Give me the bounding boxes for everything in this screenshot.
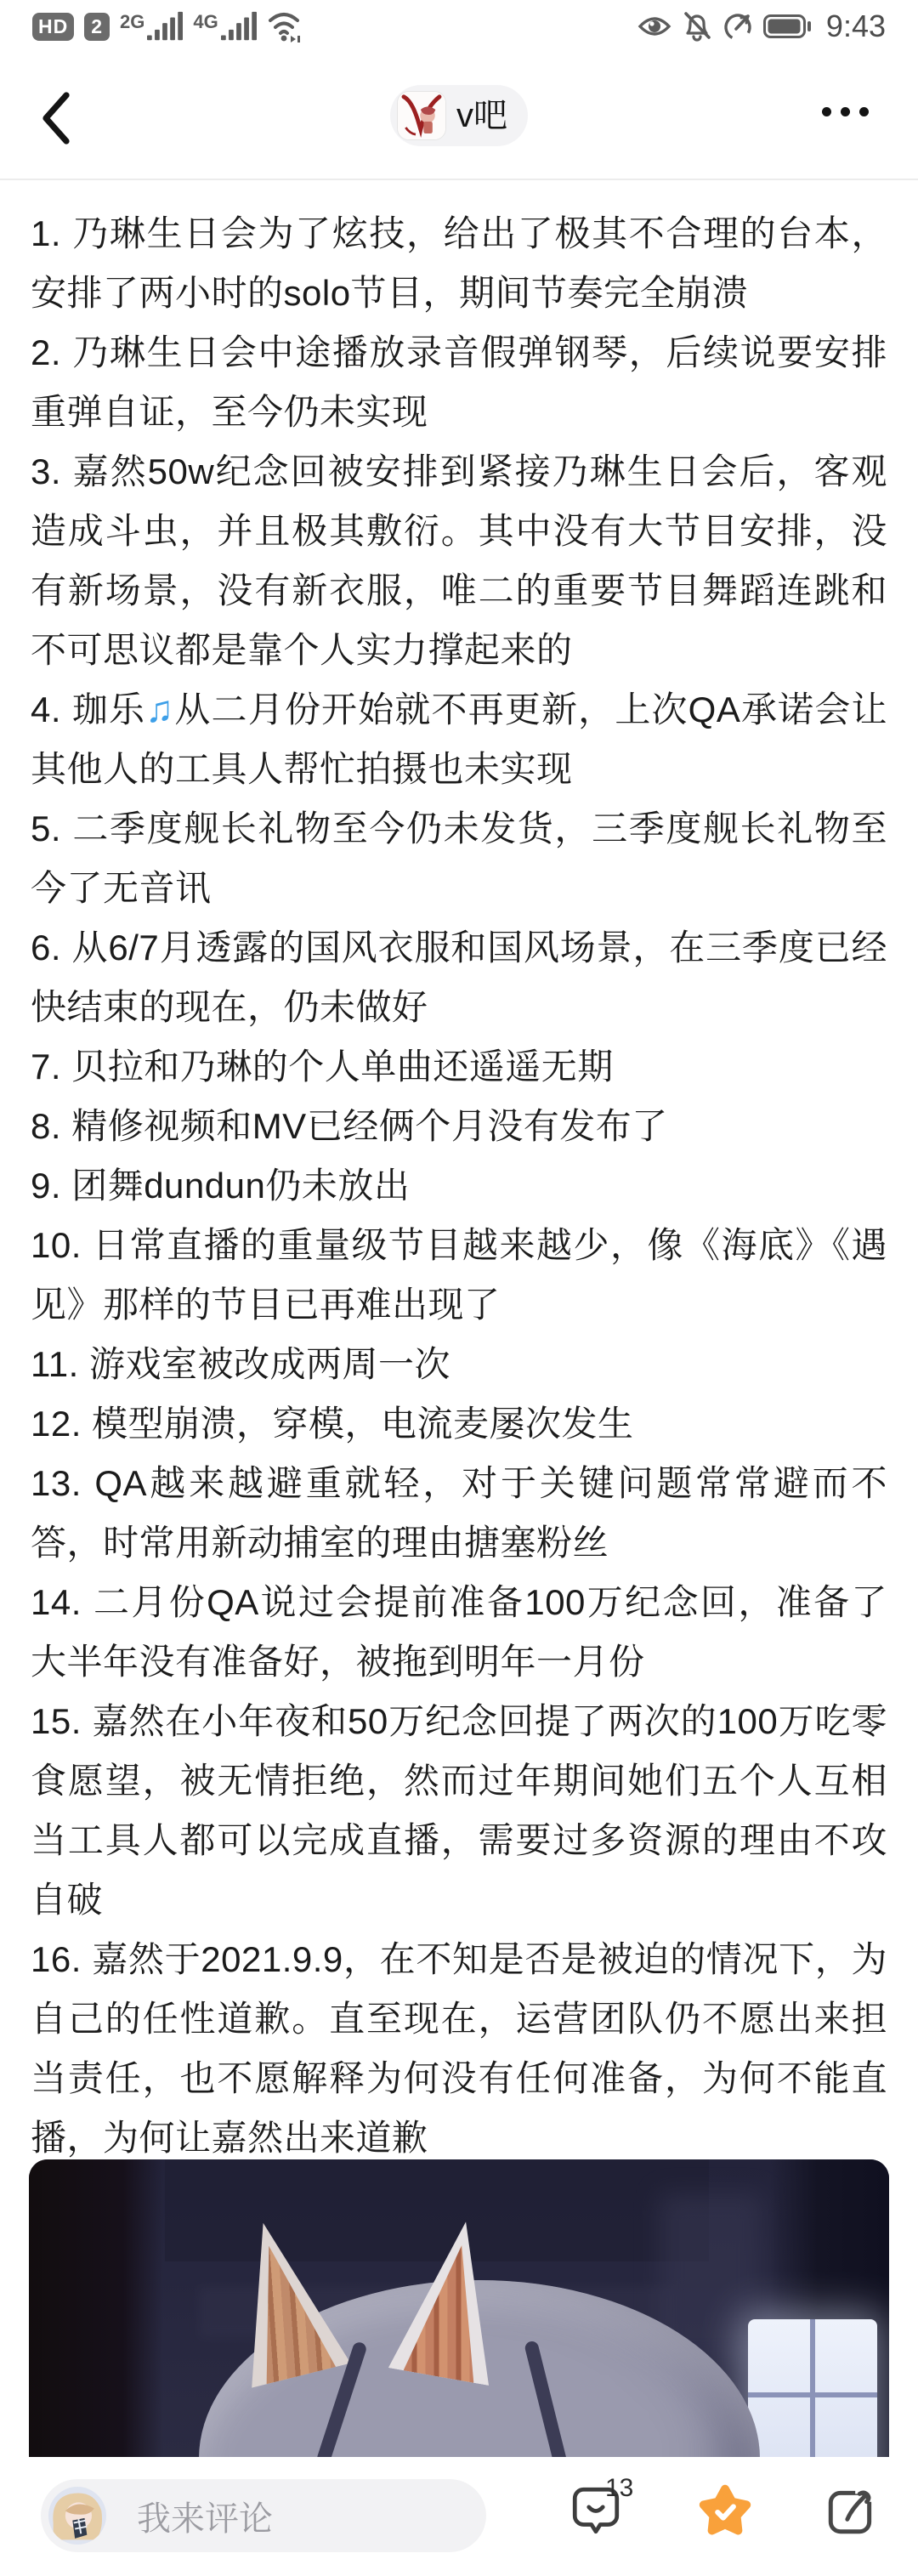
post-image[interactable] [29, 2159, 889, 2459]
dot [822, 107, 831, 116]
battery-icon [763, 14, 811, 38]
dot [859, 107, 869, 116]
signal-bars-icon [147, 11, 183, 42]
share-compose-icon [823, 2482, 879, 2539]
comment-input[interactable] [41, 2479, 486, 2552]
post-paragraph: 2. 乃琳生日会中途播放录音假弹钢琴，后续说要安排重弹自证，至今仍未实现 [31, 332, 887, 432]
signal-2g [120, 11, 183, 42]
forum-pill-button[interactable] [390, 85, 528, 146]
wifi-icon [267, 10, 304, 43]
star-icon [695, 2482, 755, 2542]
sim2-badge-icon: 2 [84, 13, 110, 41]
eye-icon [638, 14, 672, 38]
post-paragraph: 15. 嘉然在小年夜和50万纪念回提了两次的100万吃零食愿望，被无情拒绝，然而过年期间她们五个人互相当工具人都可以完成直播，需要过多资源的理由不攻自破 [31, 1701, 887, 1920]
comment-count-badge: 13 [605, 2474, 634, 2502]
nav-header [0, 53, 918, 180]
music-notes-emoji: ♫ [145, 689, 175, 730]
comment-placeholder: 我来评论 [137, 2499, 273, 2538]
image-shadow-area [165, 2159, 709, 2261]
more-options-button[interactable] [822, 107, 869, 116]
bell-muted-icon [682, 11, 712, 42]
dot [841, 107, 850, 116]
comments-button[interactable] [568, 2474, 634, 2550]
post-paragraph: 13. QA越来越避重就轻，对于关键问题常常避而不答，时常用新动捕室的理由搪塞粉丝 [31, 1463, 887, 1563]
user-avatar-image [48, 2487, 106, 2545]
status-left-cluster [32, 10, 304, 43]
signal-4g [193, 11, 256, 42]
back-button[interactable] [37, 92, 75, 145]
chevron-left-icon [37, 92, 75, 145]
gauge-icon [722, 11, 753, 42]
image-dark-curtain [29, 2159, 163, 2459]
post-body [0, 180, 918, 2168]
post-paragraph: 16. 嘉然于2021.9.9，在不知是否是被迫的情况下，为自己的任性道歉。直至现在，运营团队仍不愿出来担当责任，也不愿解释为何没有任何准备，为何不能直播，为何让嘉然出来道歉 [31, 1939, 887, 2158]
v-forum-logo-icon [398, 92, 445, 139]
bottom-action-bar [0, 2457, 918, 2576]
post-paragraph: 11. 游戏室被改成两周一次 [31, 1344, 450, 1384]
status-right-cluster [638, 9, 886, 44]
favorite-button[interactable] [695, 2482, 755, 2550]
net-2g-label: 2G [120, 11, 145, 32]
signal-bars-icon [221, 11, 257, 42]
post-paragraph: 14. 二月份QA说过会提前准备100万纪念回，准备了大半年没有准备好，被拖到明年一月份 [31, 1582, 887, 1682]
post-paragraph: 8. 精修视频和MV已经俩个月没有发布了 [31, 1106, 668, 1146]
user-avatar [48, 2487, 106, 2545]
bright-window [748, 2319, 877, 2459]
net-4g-label: 4G [193, 11, 218, 32]
clock-time: 9:43 [825, 9, 886, 43]
post-paragraph: 10. 日常直播的重量级节目越来越少，像《海底》《遇见》那样的节目已再难出现了 [31, 1225, 887, 1325]
post-paragraph: 12. 模型崩溃，穿模，电流麦屡次发生 [31, 1404, 634, 1444]
status-bar [0, 0, 918, 53]
post-paragraph: 1. 乃琳生日会为了炫技，给出了极其不合理的台本，安排了两小时的solo节目，期间节奏完全崩溃 [31, 213, 887, 313]
forum-avatar [397, 91, 446, 140]
hd-badge-icon: HD [32, 13, 74, 41]
post-paragraph: 5. 二季度舰长礼物至今仍未发货，三季度舰长礼物至今了无音讯 [31, 809, 887, 908]
post-paragraph: 3. 嘉然50w纪念回被安排到紧接乃琳生日会后，客观造成斗虫，并且极其敷衍。其中没有大节目安排，没有新场景，没有新衣服，唯二的重要节目舞蹈连跳和不可思议都是靠个人实力撑起来的 [31, 451, 887, 670]
post-paragraph: 6. 从6/7月透露的国风衣服和国风场景，在三季度已经快结束的现在，仍未做好 [31, 928, 887, 1027]
post-paragraph: 4. 珈乐♫从二月份开始就不再更新，上次QA承诺会让其他人的工具人帮忙拍摄也未实现 [31, 689, 888, 789]
post-paragraph: 7. 贝拉和乃琳的个人单曲还遥遥无期 [31, 1047, 614, 1087]
forum-name: v吧 [456, 97, 507, 134]
share-button[interactable] [823, 2482, 882, 2550]
post-paragraph: 9. 团舞dundun仍未放出 [31, 1166, 411, 1206]
